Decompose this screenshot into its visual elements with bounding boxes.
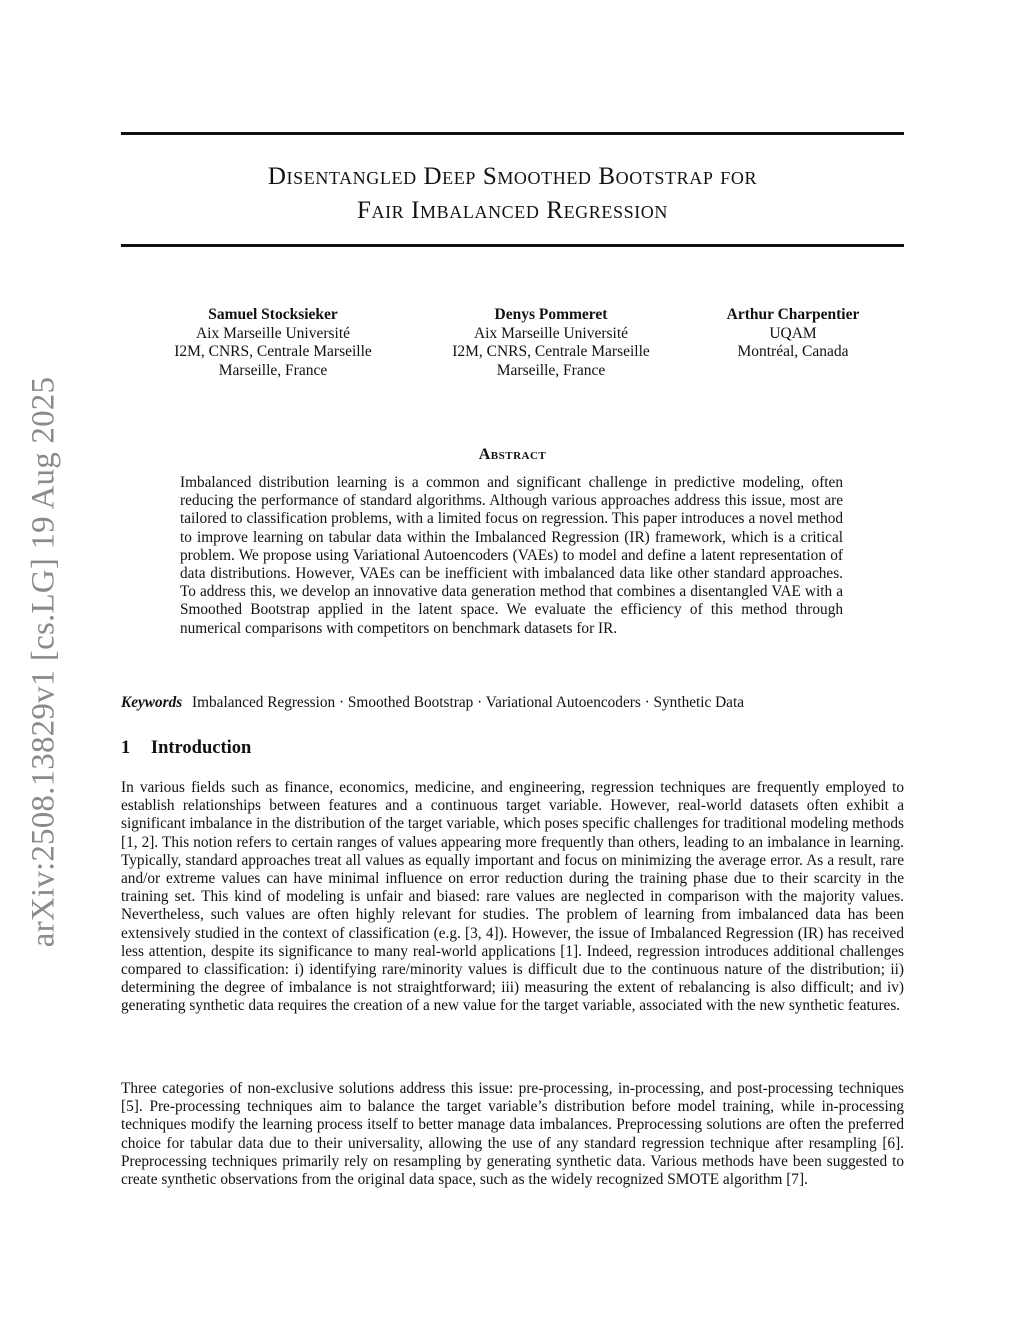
author-affiliation: Aix Marseille Université: [473, 324, 629, 342]
author-name: Samuel Stocksieker: [208, 306, 338, 323]
title-line-1: Disentangled Deep Smoothed Bootstrap for: [267, 163, 758, 190]
abstract-heading: Abstract: [478, 446, 547, 463]
author-location: Marseille, France: [218, 361, 328, 379]
section-title: Introduction: [150, 738, 252, 758]
author-name: Denys Pommeret: [494, 306, 608, 323]
title-rule-bottom: [121, 244, 904, 247]
author-block: [121, 306, 904, 386]
abstract-text: Imbalanced distribution learning is a common and significant challenge in predictive modeling, often reducing the performance of standard algorithms. Although various approaches address this issue, most are tailored to classification problems, with a limited focus on regression. This paper introduces a novel method to improve learning on tabular data within the Imbalanced Regression (IR) framework, which is a critical problem. We propose using Variational Autoencoders (VAEs) to model and define a latent representation of data distributions. However, VAEs can be inefficient with imbalanced data like other standard approaches. To address this, we develop an innovative data generation method that combines a disentangled VAE with a Smoothed Bootstrap applied in the latent space. We evaluate the efficiency of this method through numerical comparisons with competitors on benchmark datasets for IR.: [180, 474, 843, 637]
title-rule-top: [121, 132, 904, 135]
author-2: [417, 306, 685, 380]
keywords-label: Keywords: [121, 694, 183, 711]
author-affiliation: Aix Marseille Université: [195, 324, 351, 342]
keywords-text: Imbalanced Regression · Smoothed Bootstrap · Variational Autoencoders · Synthetic Data: [192, 694, 745, 711]
title-line-2: Fair Imbalanced Regression: [356, 197, 668, 224]
author-1: [139, 306, 407, 380]
author-affiliation: I2M, CNRS, Centrale Marseille: [452, 343, 650, 360]
author-3: [693, 306, 893, 362]
author-affiliation: I2M, CNRS, Centrale Marseille: [174, 343, 372, 360]
author-name: Arthur Charpentier: [726, 306, 860, 323]
section-heading: [121, 738, 251, 759]
keywords-line: [121, 694, 904, 712]
author-location: Marseille, France: [496, 361, 606, 379]
paper-title: [121, 160, 904, 228]
author-affiliation: UQAM: [769, 324, 817, 342]
arxiv-identifier: arXiv:2508.13829v1 [cs.LG] 19 Aug 2025: [25, 376, 62, 948]
section-number: 1: [121, 738, 131, 758]
body-paragraph: Three categories of non-exclusive solutions address this issue: pre-processing, in-processing, and post-processing techniques [5]. Pre-processing techniques aim to balance the target variable’s distribution before model training, while in-processing techniques modify the learning process itself to better manage data imbalances. Preprocessing solutions are often the preferred choice for tabular data due to their universality, allowing the use of any standard regression technique after resampling [6]. Preprocessing techniques primarily rely on resampling by generating synthetic data. Various methods have been suggested to create synthetic observations from the original data space, such as the widely recognized SMOTE algorithm [7].: [121, 1080, 904, 1189]
body-paragraph: In various fields such as finance, economics, medicine, and engineering, regression techniques are frequently employed to establish relationships between features and a continuous target variable. However, real-world datasets often exhibit a significant imbalance in the distribution of the target variable, which poses specific challenges for traditional modeling methods [1, 2]. This notion refers to certain ranges of values appearing more frequently than others, leading to an imbalance in learning. Typically, standard approaches treat all values as equally important and focus on minimizing the average error. As a result, rare and/or extreme values can have minimal influence on error reduction during the training phase due to their scarcity in the training set. This kind of modeling is unfair and biased: rare values are neglected in comparison with the majority values. Nevertheless, such values are often highly relevant for studies. The problem of learning from imbalanced data has been extensively studied in the context of classification (e.g. [3, 4]). However, the issue of Imbalanced Regression (IR) has received less attention, despite its significance to many real-world applications [1]. Indeed, regression introduces additional challenges compared to classification: i) identifying rare/minority values is difficult due to the continuous nature of the distribution; ii) determining the degree of imbalance is not straightforward; iii) measuring the extent of rebalancing is also difficult; and iv) generating synthetic data requires the creation of a new value for the target variable, associated with the new synthetic features.: [121, 779, 904, 1015]
author-location: Montréal, Canada: [737, 343, 849, 360]
